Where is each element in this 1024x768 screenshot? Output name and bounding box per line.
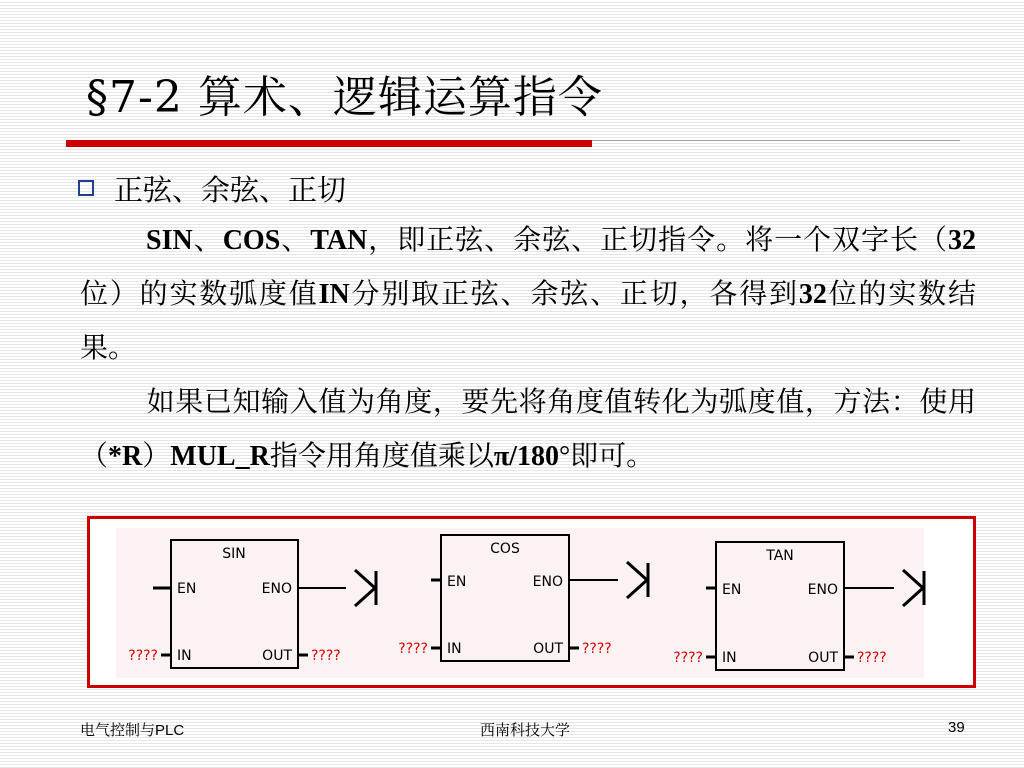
block-name: COS bbox=[490, 541, 520, 557]
paragraph-degree-conversion: 如果已知输入值为角度，要先将角度值转化为弧度值，方法：使用（*R）MUL_R指令用角度值乘以π/180°即可。 bbox=[80, 387, 976, 472]
output-arrow-icon bbox=[903, 570, 923, 606]
cos-block bbox=[398, 535, 648, 661]
out-operand: ???? bbox=[582, 641, 612, 657]
keyword-tan: TAN bbox=[310, 225, 368, 256]
eno-label: ENO bbox=[532, 574, 563, 590]
page-number: 39 bbox=[948, 719, 965, 736]
keyword-pi-180: π/180 bbox=[493, 441, 559, 472]
tan-block bbox=[673, 542, 924, 670]
en-label: EN bbox=[447, 574, 467, 590]
in-label: IN bbox=[177, 648, 192, 664]
footer-university: 西南科技大学 bbox=[480, 722, 571, 739]
keyword-cos: COS bbox=[222, 225, 281, 256]
slide-title: §7-2 算术、逻辑运算指令 bbox=[86, 72, 603, 123]
out-operand: ???? bbox=[311, 648, 341, 664]
out-label: OUT bbox=[533, 641, 563, 657]
keyword-sin: SIN bbox=[146, 225, 193, 256]
output-arrow-icon bbox=[627, 562, 647, 598]
out-label: OUT bbox=[808, 650, 838, 666]
footer-course: 电气控制与PLC bbox=[80, 722, 185, 739]
in-operand: ???? bbox=[128, 648, 158, 664]
paragraph-trig-description: SIN、COS、TAN，即正弦、余弦、正切指令。将一个双字长（32位）的实数弧度值IN分别取正弦、余弦、正切，各得到32位的实数结果。 bbox=[80, 225, 976, 364]
en-label: EN bbox=[177, 581, 197, 597]
in-label: IN bbox=[447, 641, 462, 657]
out-operand: ???? bbox=[857, 650, 887, 666]
output-arrow-icon bbox=[355, 570, 375, 606]
in-label: IN bbox=[722, 650, 737, 666]
keyword-mul-r: MUL_R bbox=[170, 441, 270, 472]
keyword-r: *R bbox=[108, 441, 143, 472]
eno-label: ENO bbox=[261, 581, 292, 597]
out-label: OUT bbox=[262, 648, 292, 664]
block-name: TAN bbox=[766, 548, 794, 564]
en-label: EN bbox=[722, 582, 742, 598]
keyword-in: IN bbox=[318, 279, 350, 310]
eno-label: ENO bbox=[807, 582, 838, 598]
block-name: SIN bbox=[222, 546, 246, 562]
in-operand: ???? bbox=[673, 650, 703, 666]
in-operand: ???? bbox=[398, 641, 428, 657]
sin-block bbox=[128, 540, 376, 668]
bullet-text: 正弦、余弦、正切 bbox=[114, 174, 347, 207]
